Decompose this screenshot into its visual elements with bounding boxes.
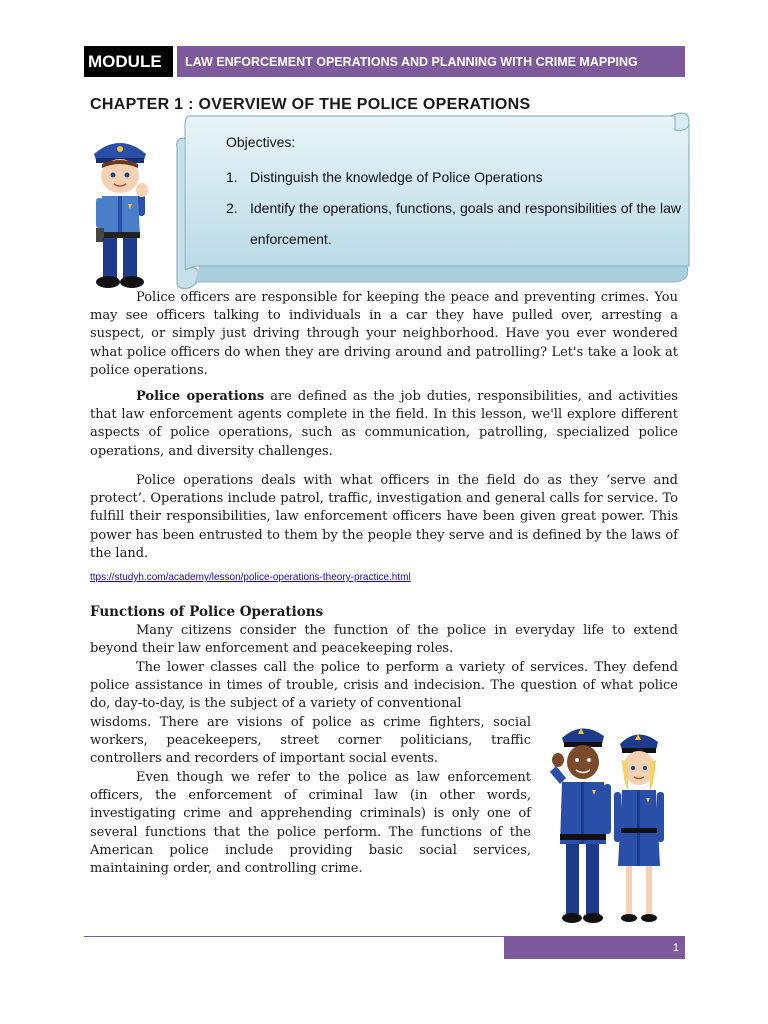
chapter-title: CHAPTER 1 : OVERVIEW OF THE POLICE OPERATIONS — [90, 96, 531, 113]
functions-heading: Functions of Police Operations — [90, 604, 324, 620]
page-number: 1 — [672, 942, 679, 954]
objective-item — [226, 193, 681, 255]
definition-text: are defined as the job duties, responsibilities, and activities that law enforcement agents complete in the field. In this lesson, we'll explore different aspects of police operations, such as communication, patrolling, specialized police operations, and diversity challenges. — [90, 389, 678, 459]
objective-text: Distinguish the knowledge of Police Operations — [250, 169, 543, 185]
objectives-list — [226, 162, 681, 255]
footer-bar — [504, 937, 685, 959]
module-label: MODULE — [84, 46, 173, 77]
intro-paragraph: Police officers are responsible for keeping the peace and preventing crimes. You may see officers talking to individuals in a car they have pulled over, arresting a suspect, or simply just driving through your neighborhood. Have you ever wondered what police officers do when they are driving around and patrolling? Let's take a look at police operations. — [90, 290, 678, 378]
objective-item — [226, 162, 681, 193]
definition-paragraph — [90, 388, 678, 461]
police-officer-waving-illustration — [88, 132, 152, 290]
functions-paragraph-3: Even though we refer to the police as law enforcement officers, the enforcement of criminal law (in other words, investigating crime and apprehending criminals) is only one of several functions that the police perform. The functions of the American police include providing basic social services, maintaining order, and controlling crime. — [90, 770, 531, 877]
objectives-heading: Objectives: — [226, 134, 296, 150]
operations-paragraph: Police operations deals with what officers in the field do as they ‘serve and protect’. Operations include patrol, traffic, investigation and general calls for service. To fulfill their responsibilities, law enforcement officers have been given great power. This power has been entrusted to them by the people they serve and is defined by the laws of the land. — [90, 473, 678, 561]
male-and-female-police-officers-illustration — [548, 716, 678, 932]
objectives-box — [226, 134, 681, 255]
objective-text: Identify the operations, functions, goals and responsibilities of the law enforcement. — [250, 200, 681, 247]
module-header — [84, 46, 685, 77]
police-operations-term: Police operations — [136, 389, 265, 404]
objective-number: 1. — [226, 169, 238, 185]
objective-number: 2. — [226, 200, 238, 216]
source-link[interactable]: ttps://studyh.com/academy/lesson/police-operations-theory-practice.html — [90, 572, 411, 583]
functions-paragraph-1: Many citizens consider the function of the police in everyday life to extend beyond their law enforcement and peacekeeping roles. — [90, 623, 678, 657]
functions-paragraph-2a: The lower classes call the police to perform a variety of services. They defend police assistance in times of trouble, crisis and indecision. The question of what police do, day-to-day, is the subject of a variety of conventional — [90, 660, 678, 712]
module-title: LAW ENFORCEMENT OPERATIONS AND PLANNING WITH CRIME MAPPING — [177, 46, 685, 77]
functions-paragraph-2b: wisdoms. There are visions of police as crime fighters, social workers, peacekeepers, street corner politicians, traffic controllers and recorders of important social events. — [90, 715, 531, 767]
